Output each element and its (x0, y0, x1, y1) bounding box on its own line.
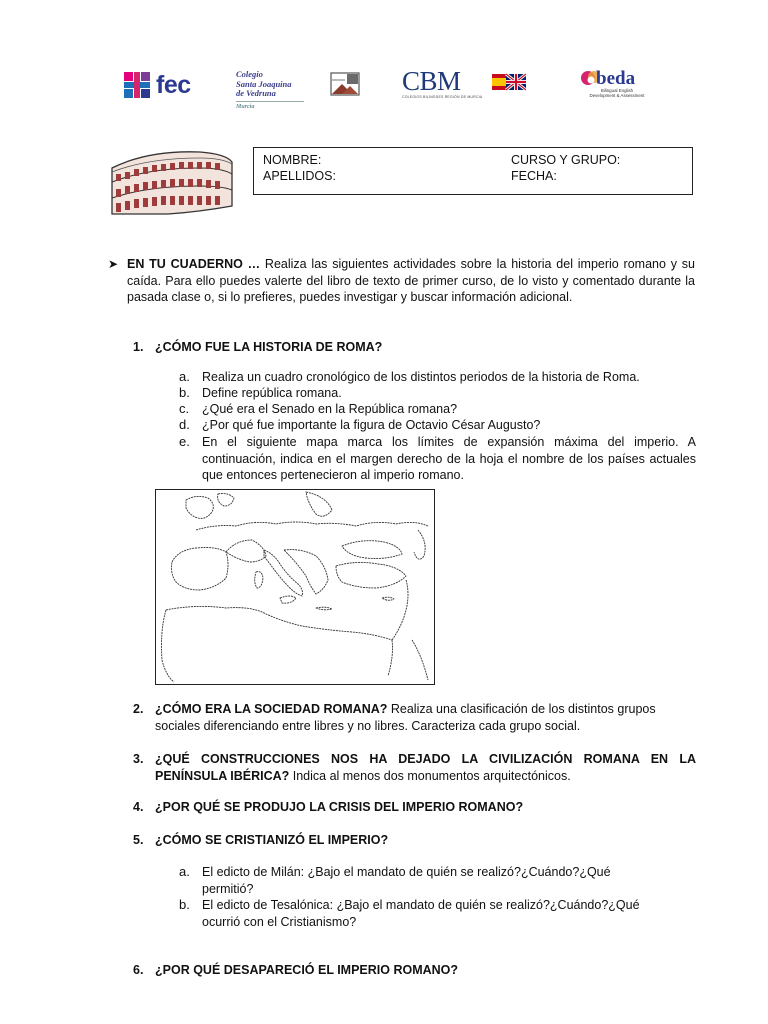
sub-item-text: ¿Por qué fue importante la figura de Octavio César Augusto? (202, 418, 541, 432)
colegio-city: Murcia (236, 101, 304, 113)
sub-item-letter: b. (179, 897, 190, 912)
ubeda-line2: Development & Assessment (589, 93, 645, 98)
question-number: 1. (133, 340, 144, 354)
colegio-line3: de Vedruna (236, 88, 276, 98)
question-text: Realiza una clasificación de los distintos grupos sociales diferenciando entre libres y no libres. Caracteriza cada grupo social. (155, 702, 656, 733)
question-2-block (155, 701, 696, 734)
sub-item-text: En el siguiente mapa marca los límites de expansión máxima del imperio. A continuación, indica en el margen derecho de la hoja el nombre de los países actuales que entonces pertenecieron al imperio romano. (202, 435, 696, 482)
question-number: 3. (133, 752, 144, 766)
sub-item-text: Define república romana. (202, 386, 342, 400)
ubeda-subtitle (580, 88, 654, 98)
intro-lead: EN TU CUADERNO … (127, 257, 261, 271)
sub-item-letter: a. (179, 369, 190, 384)
apellidos-label: APELLIDOS: (263, 169, 336, 183)
cbm-logo (402, 68, 526, 100)
question-text: Indica al menos dos monumentos arquitectónicos. (289, 768, 571, 783)
sub-item-letter: d. (179, 417, 190, 432)
question-3-block (155, 751, 696, 784)
fec-logo (124, 70, 216, 100)
school-emblem-icon (330, 72, 360, 96)
sub-item-text: El edicto de Tesalónica: ¿Bajo el mandato de quién se realizó?¿Cuándo?¿Qué ocurrió con el Cristianismo? (202, 898, 640, 929)
ubeda-line1: Bilingual English (600, 88, 634, 93)
sub-item-letter: b. (179, 385, 190, 400)
question-number: 2. (133, 702, 144, 716)
intro-text: Realiza las siguientes actividades sobre la historia del imperio romano y su caída. Para ello puedes valerte del libro de texto de primer curso, de lo visto y comentado durante la pasada clase o, si lo prefieres, puedes investigar y buscar información adicional. (127, 257, 695, 304)
fec-logo-text: fec (156, 70, 191, 99)
fec-cross-icon (124, 72, 150, 98)
colegio-line2: Santa Joaquina (236, 78, 292, 89)
sub-item-letter: e. (179, 434, 190, 449)
ubeda-logo (580, 68, 654, 100)
sub-item-text: Realiza un cuadro cronológico de los distintos periodos de la historia de Roma. (202, 370, 640, 384)
question-number: 5. (133, 833, 144, 847)
cbm-subtitle: COLEGIOS BILINGÜES REGIÓN DE MURCIA (402, 95, 483, 99)
sub-item-text: ¿Qué era el Senado en la República romana? (202, 402, 458, 416)
arrow-bullet-icon: ➤ (108, 257, 119, 271)
question-number: 6. (133, 963, 144, 977)
ubeda-logo-text: beda (596, 68, 636, 89)
sub-item-text: El edicto de Milán: ¿Bajo el mandato de quién se realizó?¿Cuándo?¿Qué permitió? (202, 865, 611, 896)
student-info-box (253, 147, 693, 195)
nombre-label: NOMBRE: (263, 153, 322, 167)
mediterranean-map (155, 489, 435, 685)
colosseum-icon (108, 146, 236, 218)
question-number: 4. (133, 800, 144, 814)
question-title: ¿CÓMO FUE LA HISTORIA DE ROMA? (155, 340, 383, 354)
curso-grupo-label: CURSO Y GRUPO: (511, 153, 621, 167)
question-title: ¿CÓMO SE CRISTIANIZÓ EL IMPERIO? (155, 833, 389, 847)
fecha-label: FECHA: (511, 169, 557, 183)
sub-item-letter: a. (179, 864, 190, 879)
colegio-line1: Colegio (236, 69, 263, 79)
intro-paragraph (127, 256, 695, 306)
sub-item-letter: c. (179, 401, 190, 416)
question-title: ¿POR QUÉ DESAPARECIÓ EL IMPERIO ROMANO? (155, 963, 459, 977)
question-title: ¿POR QUÉ SE PRODUJO LA CRISIS DEL IMPERIO ROMANO? (155, 800, 524, 814)
question-title: ¿QUÉ CONSTRUCCIONES NOS HA DEJADO LA CIVILIZACIÓN ROMANA EN LA PENÍNSULA IBÉRICA? (155, 752, 696, 783)
colegio-vedruna-logo (236, 70, 308, 110)
cbm-logo-text: CBM (402, 66, 461, 96)
question-title: ¿CÓMO ERA LA SOCIEDAD ROMANA? (155, 702, 388, 716)
flags-icon (492, 72, 526, 92)
